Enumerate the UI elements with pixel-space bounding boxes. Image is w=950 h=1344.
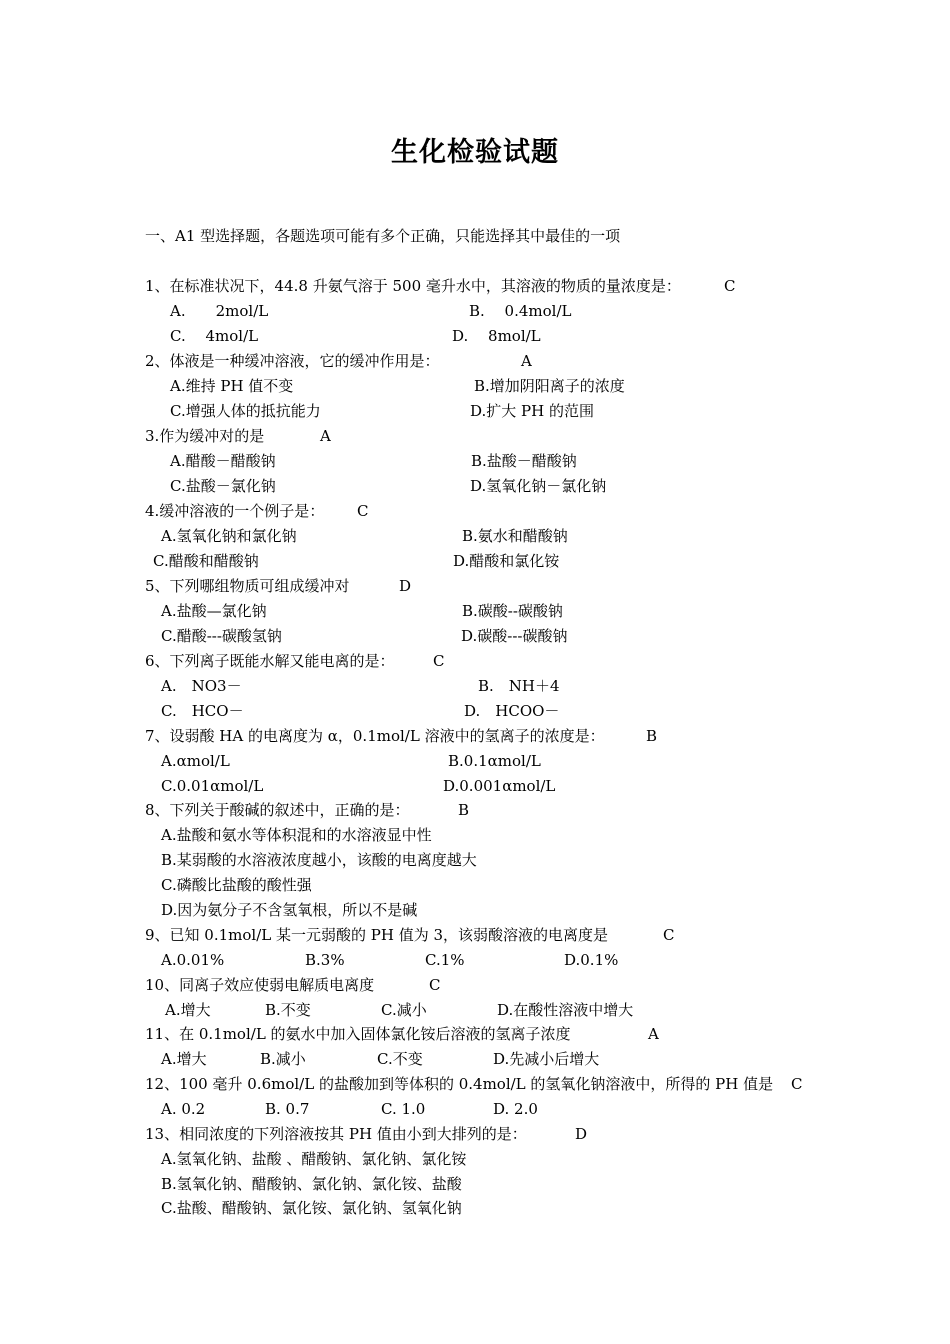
option: C.盐酸、醋酸钠、氯化铵、氯化钠、氢氧化钠 [161, 1199, 462, 1217]
option: A. NO3－ [161, 677, 242, 695]
option: D.醋酸和氯化铵 [453, 552, 560, 570]
answer-key: D [399, 577, 412, 595]
section-heading: 一、A1 型选择题，各题选项可能有多个正确，只能选择其中最佳的一项 [145, 227, 621, 245]
answer-key: A [521, 352, 532, 370]
option: B.氨水和醋酸钠 [462, 527, 568, 545]
answer-key: C [791, 1075, 803, 1093]
question-stem: 13、相同浓度的下列溶液按其 PH 值由小到大排列的是： [145, 1125, 527, 1143]
answer-key: B [646, 727, 658, 745]
option: C. 1.0 [381, 1100, 426, 1118]
option: B.某弱酸的水溶液浓度越小，该酸的电离度越大 [161, 851, 477, 869]
option: A.盐酸—氯化钠 [161, 602, 267, 620]
question-stem: 10、同离子效应使弱电解质电离度 [145, 976, 375, 994]
question-stem: 3.作为缓冲对的是 [145, 427, 265, 445]
option: A. 2mol/L [170, 302, 269, 320]
option: D. 8mol/L [452, 327, 541, 345]
option: B.氢氧化钠、醋酸钠、氯化钠、氯化铵、盐酸 [161, 1175, 462, 1193]
option: A. 0.2 [161, 1100, 206, 1118]
option: B.减小 [260, 1050, 306, 1068]
question-stem: 1、在标准状况下，44.8 升氨气溶于 500 毫升水中，其溶液的物质的量浓度是： [145, 277, 681, 295]
option: A.氢氧化钠和氯化钠 [161, 527, 297, 545]
option: A.增大 [165, 1001, 211, 1019]
answer-key: C [663, 926, 675, 944]
option: D. 2.0 [493, 1100, 538, 1118]
option: C.不变 [377, 1050, 423, 1068]
option: C.减小 [381, 1001, 427, 1019]
option: B. 0.4mol/L [469, 302, 572, 320]
option: C. HCO－ [161, 702, 244, 720]
option: C.0.01αmol/L [161, 777, 264, 795]
option: A.维持 PH 值不变 [170, 377, 294, 395]
option: C. 4mol/L [170, 327, 259, 345]
option: A.αmol/L [161, 752, 230, 770]
answer-key: A [320, 427, 331, 445]
question-stem: 8、下列关于酸碱的叙述中，正确的是： [145, 801, 410, 819]
question-stem: 5、下列哪组物质可组成缓冲对 [145, 577, 350, 595]
option: B.0.1αmol/L [448, 752, 541, 770]
option: B.碳酸--碳酸钠 [462, 602, 563, 620]
option: B. 0.7 [265, 1100, 310, 1118]
option: A.盐酸和氨水等体积混和的水溶液显中性 [161, 826, 432, 844]
answer-key: B [458, 801, 470, 819]
question-stem: 7、设弱酸 HA 的电离度为 α，0.1mol/L 溶液中的氢离子的浓度是： [145, 727, 605, 745]
option: C.盐酸－氯化钠 [170, 477, 276, 495]
option: A.醋酸－醋酸钠 [170, 452, 276, 470]
option: C.增强人体的抵抗能力 [170, 402, 321, 420]
option: D.氢氧化钠－氯化钠 [470, 477, 607, 495]
question-stem: 6、下列离子既能水解又能电离的是： [145, 652, 395, 670]
option: C.醋酸---碳酸氢钠 [161, 627, 282, 645]
option: B.不变 [265, 1001, 311, 1019]
answer-key: C [357, 502, 369, 520]
option: A.氢氧化钠、盐酸 、醋酸钠、氯化钠、氯化铵 [161, 1150, 467, 1168]
option: B.盐酸－醋酸钠 [471, 452, 577, 470]
option: C.醋酸和醋酸钠 [153, 552, 259, 570]
question-stem: 4.缓冲溶液的一个例子是： [145, 502, 325, 520]
option: A.0.01% [161, 951, 225, 969]
answer-key: C [724, 277, 736, 295]
option: D. HCOO－ [464, 702, 560, 720]
answer-key: C [429, 976, 441, 994]
option: A.增大 [161, 1050, 207, 1068]
answer-key: D [575, 1125, 588, 1143]
option: D.因为氨分子不含氢氧根，所以不是碱 [161, 901, 418, 919]
question-stem: 12、100 毫升 0.6mol/L 的盐酸加到等体积的 0.4mol/L 的氢氧化钠溶液中，所得的 PH 值是 [145, 1075, 774, 1093]
option: B.3% [305, 951, 345, 969]
page-title: 生化检验试题 [391, 137, 559, 168]
option: D.在酸性溶液中增大 [497, 1001, 634, 1019]
question-stem: 9、已知 0.1mol/L 某一元弱酸的 PH 值为 3，该弱酸溶液的电离度是 [145, 926, 609, 944]
option: C.磷酸比盐酸的酸性强 [161, 876, 312, 894]
option: B. NH＋4 [478, 677, 560, 695]
option: D.扩大 PH 的范围 [470, 402, 594, 420]
option: D.碳酸---碳酸钠 [461, 627, 568, 645]
answer-key: A [648, 1025, 659, 1043]
question-stem: 11、在 0.1mol/L 的氨水中加入固体氯化铵后溶液的氢离子浓度 [145, 1025, 571, 1043]
option: D.0.001αmol/L [443, 777, 556, 795]
answer-key: C [433, 652, 445, 670]
option: C.1% [425, 951, 465, 969]
option: D.先减小后增大 [493, 1050, 600, 1068]
option: B.增加阴阳离子的浓度 [474, 377, 625, 395]
question-stem: 2、体液是一种缓冲溶液，它的缓冲作用是： [145, 352, 440, 370]
option: D.0.1% [564, 951, 619, 969]
